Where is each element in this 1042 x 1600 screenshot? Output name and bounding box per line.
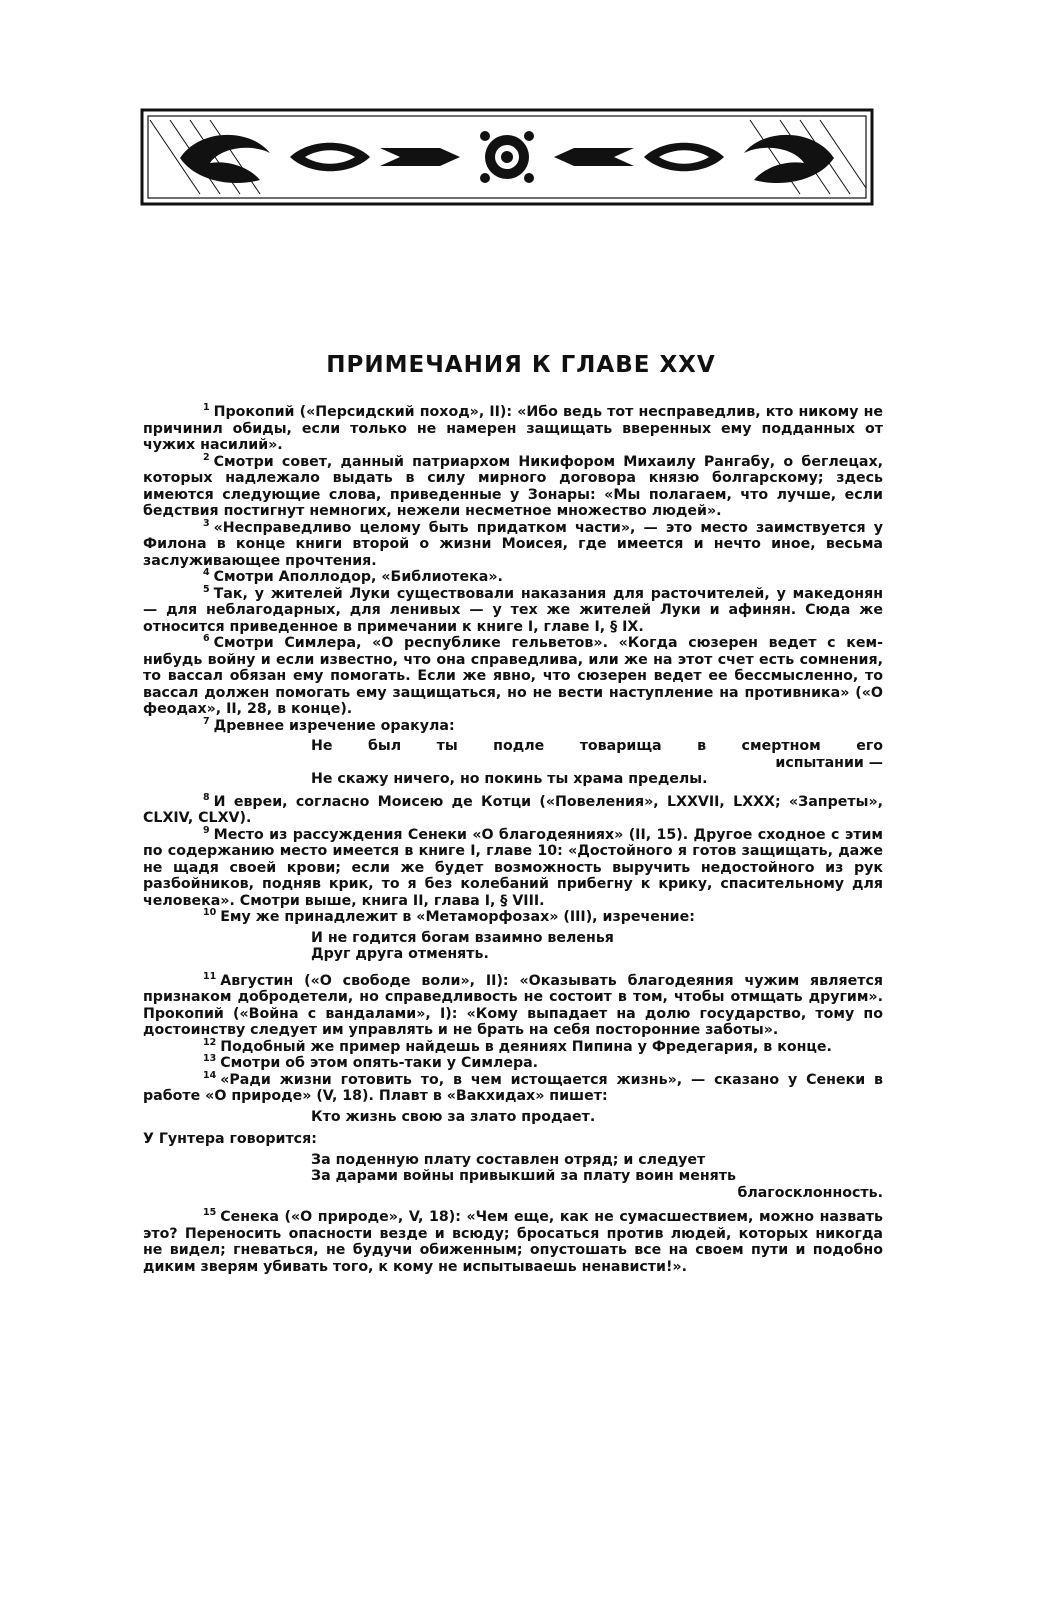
note-12: $^{12}$ Подобный же пример найдешь в деяниях Пипина у Фредегария, в конце. bbox=[203, 1036, 832, 1055]
verse-line: И не годится богам взаимно веленья bbox=[311, 929, 614, 946]
footnotes bbox=[143, 404, 883, 1275]
verse-line: Не был ты подле товарища в смертном его bbox=[311, 738, 883, 754]
note-14: $^{14}$ «Ради жизни готовить то, в чем истощается жизнь», — сказано у Сенеки в работе «О природе» (V, 18). Плавт в «Вакхидах» пишет: bbox=[143, 1069, 883, 1104]
note-8: $^8$ И евреи, согласно Моисею де Котци («Повеления», LXXVII, LXXX; «Запреты», CLXIV, CLXV). bbox=[143, 791, 883, 826]
verse-line: испытании — bbox=[775, 754, 883, 771]
note-13: $^{13}$ Смотри об этом опять-таки у Симлера. bbox=[203, 1053, 539, 1071]
note-6: $^6$ Смотри Симлера, «О республике гельветов». «Когда сюзерен ведет с кем-нибудь войну и если известно, что она справедлива, или же на этот счет есть сомнения, то вассал обязан ему помогать. Если же явно, что сюзерен ведет ее бессмысленно, то вассал должен помогать ему защищаться, но не вести наступление на противника» («О феодах», II, 28, в конце). bbox=[143, 633, 883, 717]
note-15: $^{15}$ Сенека («О природе», V, 18): «Чем еще, как не сумасшествием, можно назвать это? Переносить опасности везде и всюду; бросаться против людей, которых никогда не видел; гневаться, не будучи обиженным; опустошать все на своем пути и подобно диким зверям убивать того, к кому не испытываешь ненависти!». bbox=[143, 1207, 883, 1275]
page-title: ПРИМЕЧАНИЯ К ГЛАВЕ XXV bbox=[326, 352, 716, 378]
gunter-intro: У Гунтера говорится: bbox=[143, 1131, 317, 1147]
verse-line: Кто жизнь свою за злато продает. bbox=[311, 1108, 596, 1125]
verse-line: За дарами войны привыкший за плату воин менять bbox=[311, 1168, 736, 1184]
verse-line: За поденную плату составлен отряд; и следует bbox=[311, 1151, 706, 1168]
note-10: $^{10}$ Ему же принадлежит в «Метаморфозах» (III), изречение: bbox=[203, 907, 695, 925]
note-2: $^2$ Смотри совет, данный патриархом Никифором Михаилу Рангабу, о беглецах, которых надлежало выдать в силу мирного договора князю болгарскому; здесь имеются следующие слова, приведенные у Зонары: «Мы полагаем, что лучше, если бедствия постигнут немногих, нежели несметное множество людей». bbox=[143, 451, 883, 519]
note-11: $^{11}$ Августин («О свободе воли», II): «Оказывать благодеяния чужим является признаком добродетели, но справедливость не состоит в том, чтобы отмщать другим». Прокопий («Война с вандалами», I): «Кому выпадает на долю государство, тому по достоинству следует им управлять и не брать на себя посторонние заботы». bbox=[143, 970, 883, 1038]
note-4: $^4$ Смотри Аполлодор, «Библиотека». bbox=[203, 567, 503, 585]
verse-oracle bbox=[311, 738, 883, 788]
note-3: $^3$ «Несправедливо целому быть придатком части», — это место заимствуется у Филона в конце книги второй о жизни Моисея, где имеется и нечто иное, весьма заслуживающее прочтения. bbox=[143, 517, 883, 569]
verse-line: Не скажу ничего, но покинь ты храма пределы. bbox=[311, 771, 708, 787]
note-9: $^9$ Место из рассуждения Сенеки «О благодеяниях» (II, 15). Другое сходное с этим по содержанию место имеется в книге I, главе 10: «Достойного я готов защищать, даже не щадя своей крови; если же будет возможность выручить недостойного из рук разбойников, подняв крик, то я без колебаний прибегну к крику, спасительному для человека». Смотри выше, книга II, глава I, § VIII. bbox=[143, 824, 883, 909]
verse-plautus bbox=[311, 1109, 883, 1126]
verse-gunter bbox=[311, 1152, 883, 1202]
verse-line: благосклонность. bbox=[737, 1184, 883, 1201]
note-1: $^1$ Прокопий («Персидский поход», II): «Ибо ведь тот несправедлив, кто никому не причинил обиды, если только не намерен защищать вверенных ему подданных от чужих насилий». bbox=[143, 402, 883, 453]
note-7: $^7$ Древнее изречение оракула: bbox=[203, 715, 455, 734]
verse-metamorphoses bbox=[311, 930, 883, 963]
note-5: $^5$ Так, у жителей Луки существовали наказания для расточителей, у македонян — для неблагодарных, для ленивых — у тех же жителей Луки и афинян. Сюда же относится приведенное в примечании к книге I, главе I, § IX. bbox=[143, 583, 883, 635]
ornamental-header-band bbox=[140, 108, 874, 206]
verse-line: Друг друга отменять. bbox=[311, 946, 489, 962]
